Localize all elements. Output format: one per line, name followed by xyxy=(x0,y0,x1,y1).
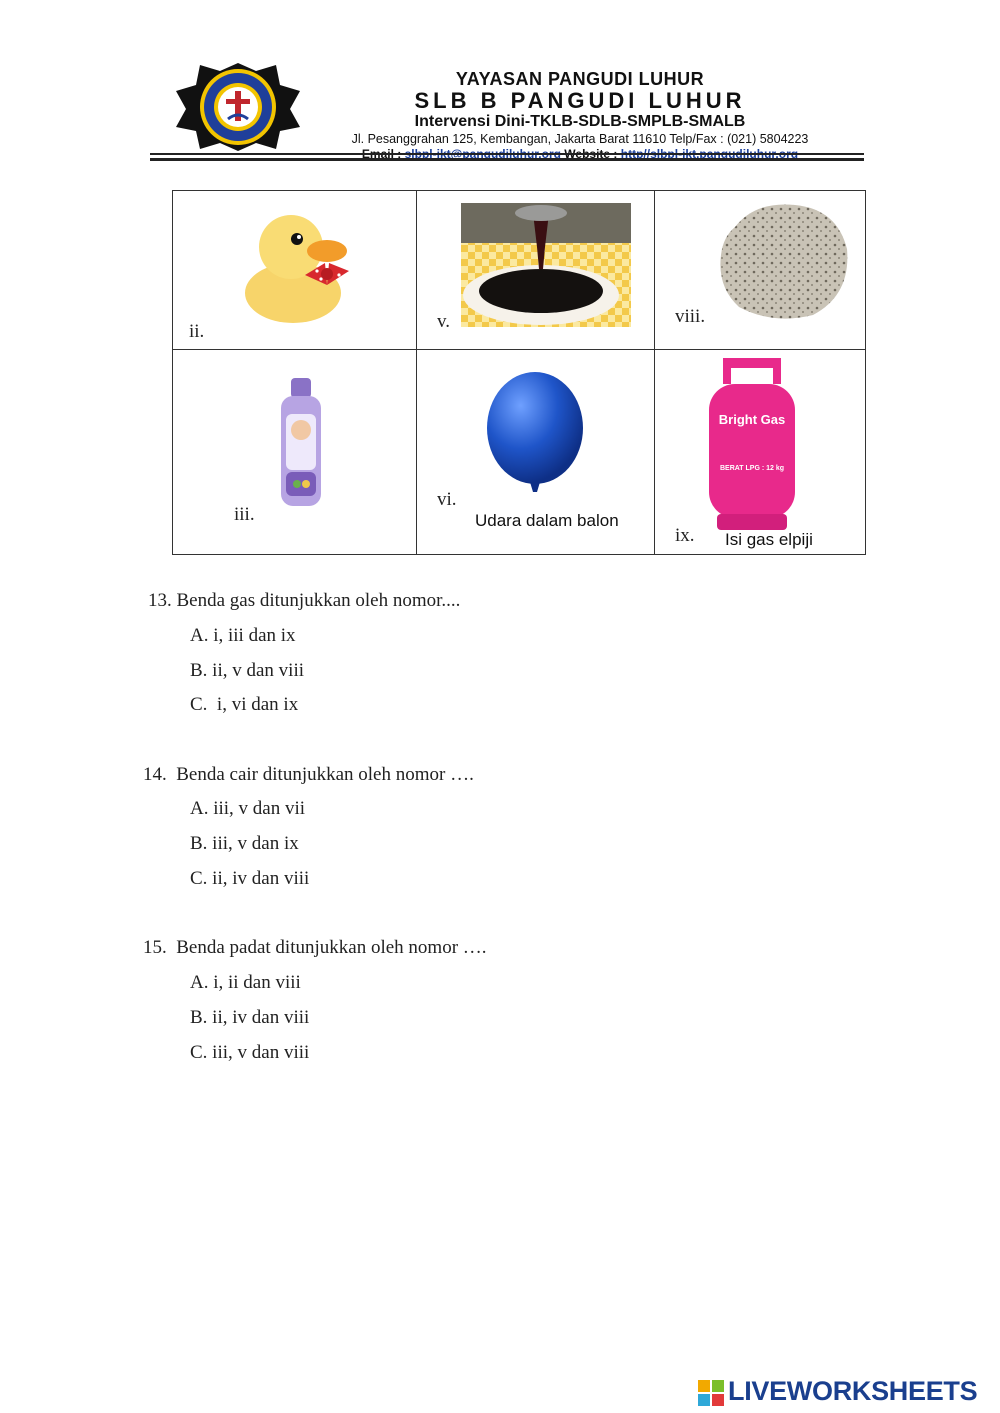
option-15-c[interactable]: C. iii, v dan viii xyxy=(190,1042,310,1063)
baby-shampoo-bottle-icon xyxy=(278,378,324,508)
cell-viii xyxy=(654,190,866,350)
liveworksheets-wordmark: LIVEWORKSHEETS xyxy=(728,1376,978,1406)
cell-v xyxy=(416,190,655,350)
object-image-table xyxy=(172,190,866,555)
label-v: v. xyxy=(437,311,451,332)
caption-ix: Isi gas elpiji xyxy=(725,530,813,549)
blue-balloon-icon xyxy=(485,372,585,500)
school-address: Jl. Pesanggrahan 125, Kembangan, Jakarta Barat 11610 Telp/Fax : (021) 5804223 xyxy=(351,132,809,146)
option-13-c[interactable]: C. i, vi dan ix xyxy=(190,694,299,715)
label-ix: ix. xyxy=(675,525,695,546)
letterhead xyxy=(150,55,865,165)
option-15-b[interactable]: B. ii, iv dan viii xyxy=(190,1007,310,1028)
cell-ix xyxy=(654,349,866,555)
cell-ii xyxy=(172,190,417,350)
soy-sauce-dish-icon xyxy=(461,203,631,327)
liveworksheets-logo-icon xyxy=(698,1380,724,1406)
pumice-stone-icon xyxy=(715,197,853,325)
question-13: 13. Benda gas ditunjukkan oleh nomor.... xyxy=(148,590,461,611)
school-logo-icon xyxy=(168,61,308,153)
option-15-a[interactable]: A. i, ii dan viii xyxy=(190,972,301,993)
rubber-duck-icon xyxy=(235,205,353,327)
option-13-b[interactable]: B. ii, v dan viii xyxy=(190,660,304,681)
option-13-a[interactable]: A. i, iii dan ix xyxy=(190,625,296,646)
option-14-b[interactable]: B. iii, v dan ix xyxy=(190,833,299,854)
label-viii: viii. xyxy=(675,306,706,327)
gas-brand-text: Bright Gas xyxy=(718,412,786,427)
question-15: 15. Benda padat ditunjukkan oleh nomor …. xyxy=(143,937,487,958)
cell-vi xyxy=(416,349,655,555)
question-14: 14. Benda cair ditunjukkan oleh nomor …. xyxy=(143,764,474,785)
label-vi: vi. xyxy=(437,489,457,510)
label-iii: iii. xyxy=(234,504,255,525)
header-rule-thin xyxy=(150,153,864,155)
header-rule-thick xyxy=(150,158,864,161)
foundation-name: YAYASAN PANGUDI LUHUR xyxy=(455,69,705,89)
option-14-a[interactable]: A. iii, v dan vii xyxy=(190,798,306,819)
school-program: Intervensi Dini-TKLB-SDLB-SMPLB-SMALB xyxy=(414,113,746,130)
letterhead-text xyxy=(300,69,860,162)
liveworksheets-brand[interactable] xyxy=(698,1376,994,1412)
cell-iii xyxy=(172,349,417,555)
option-14-c[interactable]: C. ii, iv dan viii xyxy=(190,868,310,889)
gas-weight-text: BERAT LPG : 12 kg xyxy=(719,465,785,472)
school-name: SLB B PANGUDI LUHUR xyxy=(414,88,746,113)
label-ii: ii. xyxy=(189,321,205,342)
caption-vi: Udara dalam balon xyxy=(475,511,619,530)
lpg-gas-cylinder-icon xyxy=(707,358,797,532)
